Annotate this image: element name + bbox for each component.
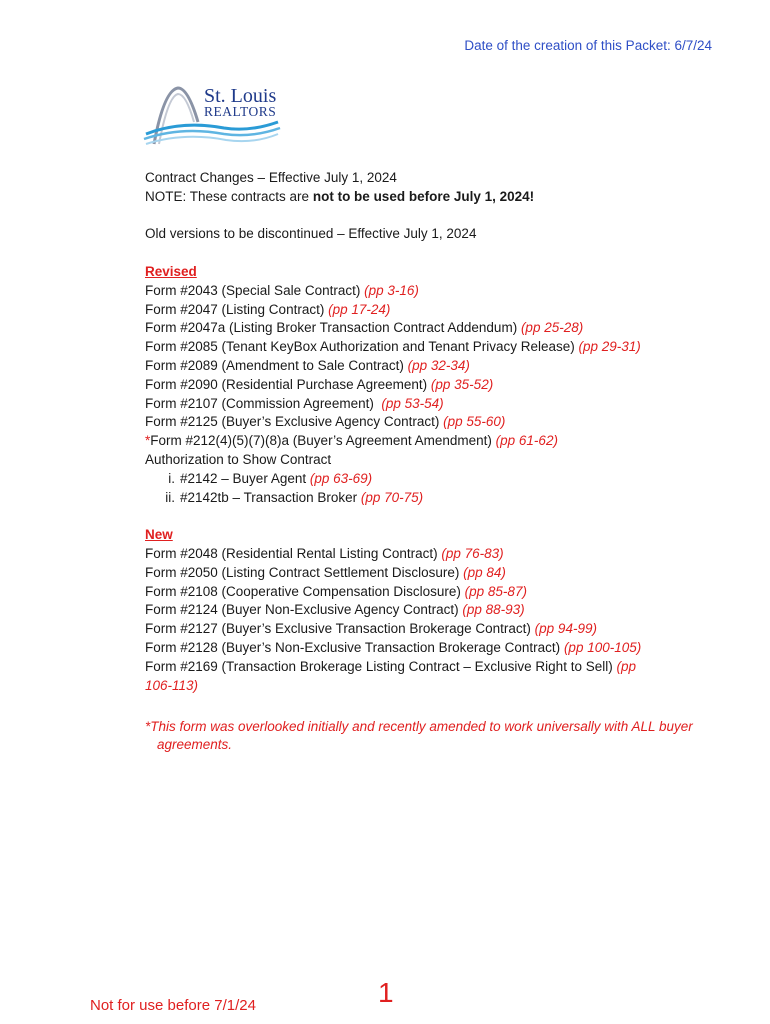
item-pages: (pp 85-87) — [464, 583, 527, 599]
footnote — [145, 718, 705, 754]
asterisk-marker: * — [145, 433, 151, 449]
document-body — [145, 169, 715, 695]
old-versions-line: Old versions to be discontinued – Effective July 1, 2024 — [145, 226, 477, 242]
item-text: Form #2047a (Listing Broker Transaction Contract Addendum) — [145, 320, 521, 336]
note-bold: not to be used before July 1, 2024! — [312, 188, 535, 204]
item-text: Form #2124 (Buyer Non-Exclusive Agency Contract) — [145, 602, 463, 618]
item-text: Form #2043 (Special Sale Contract) — [145, 282, 365, 298]
list-item — [145, 395, 715, 414]
item-text: Form #2050 (Listing Contract Settlement Disclosure) — [145, 564, 464, 580]
item-text: Form #2048 (Residential Rental Listing Contract) — [145, 545, 442, 561]
footnote-line-1: *This form was overlooked initially and recently amended to work universally with ALL buyer — [145, 719, 693, 734]
item-text: Form #2108 (Cooperative Compensation Disclosure) — [145, 583, 465, 599]
item-text: Form #2089 (Amendment to Sale Contract) — [145, 357, 408, 373]
item-pages: (pp 70-75) — [360, 489, 424, 505]
st-louis-realtors-logo — [142, 82, 292, 152]
item-pages: (pp 32-34) — [407, 357, 470, 373]
list-item — [145, 545, 715, 564]
logo-text-st-louis: St. Louis — [204, 85, 277, 107]
item-pages: (pp 100-105) — [563, 639, 642, 655]
item-text: #2142tb – Transaction Broker — [180, 489, 361, 505]
contract-changes-line: Contract Changes – Effective July 1, 2024 — [145, 170, 397, 185]
note-line — [145, 188, 715, 207]
item-text: Form #2107 (Commission Agreement) — [145, 395, 382, 411]
item-pages: (pp 3-16) — [364, 282, 419, 298]
list-item — [145, 338, 715, 357]
item-pages: (pp 35-52) — [430, 376, 494, 392]
item-pages: (pp 94-99) — [534, 621, 597, 637]
list-item — [145, 301, 715, 320]
item-text: Form #2085 (Tenant KeyBox Authorization and Tenant Privacy Release) — [145, 339, 579, 355]
item-text: Form #2169 (Transaction Brokerage Listing Contract – Exclusive Right to Sell) — [145, 658, 617, 674]
item-pages: (pp 88-93) — [462, 602, 525, 618]
item-text: #2142 – Buyer Agent — [180, 470, 310, 486]
item-text: Form #212(4)(5)(7)(8)a (Buyer’s Agreement Amendment) — [150, 433, 496, 449]
item-pages: (pp 55-60) — [443, 414, 506, 430]
list-item — [145, 319, 715, 338]
revised-list — [145, 282, 715, 508]
list-item-continuation — [145, 677, 715, 696]
list-item — [145, 639, 715, 658]
authorization-heading: Authorization to Show Contract — [145, 451, 332, 467]
list-item — [145, 413, 715, 432]
sub-item-number: i. — [168, 470, 175, 486]
list-item — [145, 620, 715, 639]
list-item — [145, 376, 715, 395]
item-pages: 106-113) — [145, 677, 199, 693]
list-item — [145, 282, 715, 301]
note-prefix: NOTE: These contracts are — [145, 188, 313, 204]
footnote-line-2: agreements. — [157, 737, 233, 752]
item-pages: (pp 29-31) — [578, 339, 641, 355]
item-text: Form #2125 (Buyer’s Exclusive Agency Contract) — [145, 414, 444, 430]
packet-date: Date of the creation of this Packet: 6/7/24 — [464, 38, 712, 53]
item-pages: (pp 63-69) — [309, 470, 373, 486]
page-number: 1 — [378, 977, 394, 1008]
item-text: Form #2047 (Listing Contract) — [145, 301, 329, 317]
footer-notice: Not for use before 7/1/24 — [90, 997, 256, 1014]
sub-list-item — [145, 489, 715, 508]
list-item — [145, 601, 715, 620]
item-pages: (pp 76-83) — [441, 545, 504, 561]
item-text: Form #2128 (Buyer’s Non-Exclusive Transaction Brokerage Contract) — [145, 639, 564, 655]
item-pages: (pp 25-28) — [520, 320, 584, 336]
new-heading: New — [145, 527, 173, 543]
sub-list-item — [145, 470, 715, 489]
item-pages: (pp — [616, 658, 636, 674]
item-pages: (pp 61-62) — [495, 433, 558, 449]
list-item — [145, 357, 715, 376]
item-pages: (pp 53-54) — [381, 395, 444, 411]
revised-heading: Revised — [145, 263, 197, 279]
list-item — [145, 658, 715, 677]
list-item — [145, 583, 715, 602]
item-pages: (pp 84) — [463, 564, 506, 580]
item-text: Form #2127 (Buyer’s Exclusive Transaction Brokerage Contract) — [145, 621, 535, 637]
item-pages: (pp 17-24) — [328, 301, 391, 317]
list-item-starred — [145, 432, 715, 451]
logo-text-realtors: REALTORS — [204, 104, 277, 119]
new-list — [145, 545, 715, 695]
item-text: Form #2090 (Residential Purchase Agreement) — [145, 376, 431, 392]
list-item — [145, 564, 715, 583]
sub-item-number: ii. — [165, 489, 175, 505]
